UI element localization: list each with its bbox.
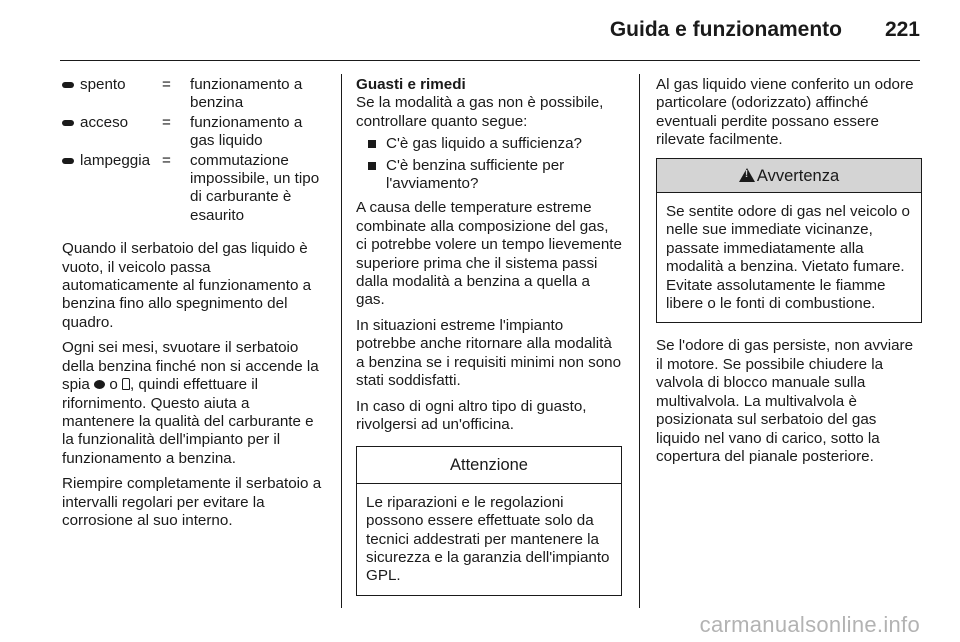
led-state-row: [62, 114, 326, 151]
header-rule: [60, 60, 920, 61]
attention-body: Le riparazioni e le regolazioni possono essere effettuate solo da tecnici addestrati per mantenere la sicurezza e la garanzia dell'impianto GPL.: [366, 493, 610, 585]
led-state-row: [62, 152, 326, 226]
column-divider-1: [341, 74, 342, 608]
warning-title: Avvertenza: [756, 166, 840, 185]
led-state-term: lampeggia: [80, 151, 151, 169]
warning-box: [656, 158, 922, 324]
led-state-equals: =: [162, 76, 171, 93]
bullet-icon: [368, 140, 376, 148]
paragraph-extreme: In situazioni estreme l'impianto potrebbe anche ritornare alla modalità a benzina se i requisiti minimi non sono stati soddisfatti.: [356, 316, 622, 390]
column-1: [62, 76, 326, 537]
paragraph-fill-tank: Riempire completamente il serbatoio a intervalli regolari per evitare la corrosione al suo interno.: [62, 475, 322, 529]
section-title: Guida e funzionamento: [609, 18, 842, 41]
led-state-equals: =: [162, 113, 171, 131]
led-state-equals: =: [162, 151, 171, 169]
led-state-definition: funzionamento a gas liquido: [190, 113, 303, 150]
led-state-definition: commutazione impossibile, un tipo di carburante è esaurito: [190, 151, 320, 224]
column-2: [356, 76, 622, 596]
paragraph-odorized: Al gas liquido viene conferito un odore particolare (odorizzato) affinché eventuali perdite possano essere rilevate facilmente.: [656, 76, 914, 149]
attention-title: Attenzione: [357, 447, 621, 483]
led-state-term: acceso: [80, 113, 129, 131]
bullet-icon: [368, 162, 376, 170]
led-state-table: [62, 76, 326, 225]
paragraph-auto-switch: Quando il serbatoio del gas liquido è vuoto, il veicolo passa automaticamente al funzionamento a benzina fino allo spegnimento del quadro.: [62, 240, 312, 331]
paragraph-six-months: Ogni sei mesi, svuotare il serbatoio della benzina finché non si accende la spia o , quindi effettuare il rifornimento. Questo aiuta a mantenere la qualità del carburante e la funzionalità dell'impianto per il funzionamento a benzina.: [62, 339, 319, 467]
fuel-pump-icon: [122, 378, 130, 390]
faults-heading: Guasti e rimedi: [356, 76, 466, 93]
led-indicator-icon: [62, 120, 74, 126]
column-divider-2: [639, 74, 640, 608]
led-indicator-icon: [62, 82, 74, 88]
warning-triangle-icon: [739, 168, 755, 182]
list-item: C'è gas liquido a sufficienza?: [356, 135, 622, 153]
watermark: carmanualsonline.info: [699, 612, 920, 637]
faults-intro: Se la modalità a gas non è possibile, controllare quanto segue:: [356, 94, 604, 130]
warning-header: [657, 159, 921, 193]
paragraph-gas-smell: Se l'odore di gas persiste, non avviare il motore. Se possibile chiudere la valvola di blocco manuale sulla multivalvola. La multivalvola è posizionata sul serbatoio del gas liquido nel vano di carico, sotto la copertura del pianale posteriore.: [656, 337, 914, 465]
paragraph-workshop: In caso di ogni altro tipo di guasto, rivolgersi ad un'officina.: [356, 397, 587, 433]
led-state-row: [62, 76, 326, 113]
led-indicator-icon: [62, 158, 74, 164]
warning-body: Se sentite odore di gas nel veicolo o nelle sue immediate vicinanze, passate immediatamente alla modalità a benzina. Vietato fumare. Evitate assolutamente le fiamme libere o le fonti di combustione.: [666, 203, 911, 313]
attention-box: [356, 446, 622, 595]
led-state-definition: funzionamento a benzina: [190, 76, 303, 112]
paragraph-temperature: A causa delle temperature estreme combinate alla composizione del gas, ci potrebbe volere un tempo lievemente superiore prima che il sistema passi dalla modalità a benzina a quella a gas.: [356, 199, 622, 309]
led-state-term: spento: [80, 76, 126, 93]
fuel-warning-light-icon: [94, 380, 105, 389]
list-item: C'è benzina sufficiente per l'avviamento?: [356, 157, 622, 194]
column-3: [656, 76, 922, 473]
check-list: [356, 135, 622, 193]
page-number: 221: [884, 18, 920, 41]
